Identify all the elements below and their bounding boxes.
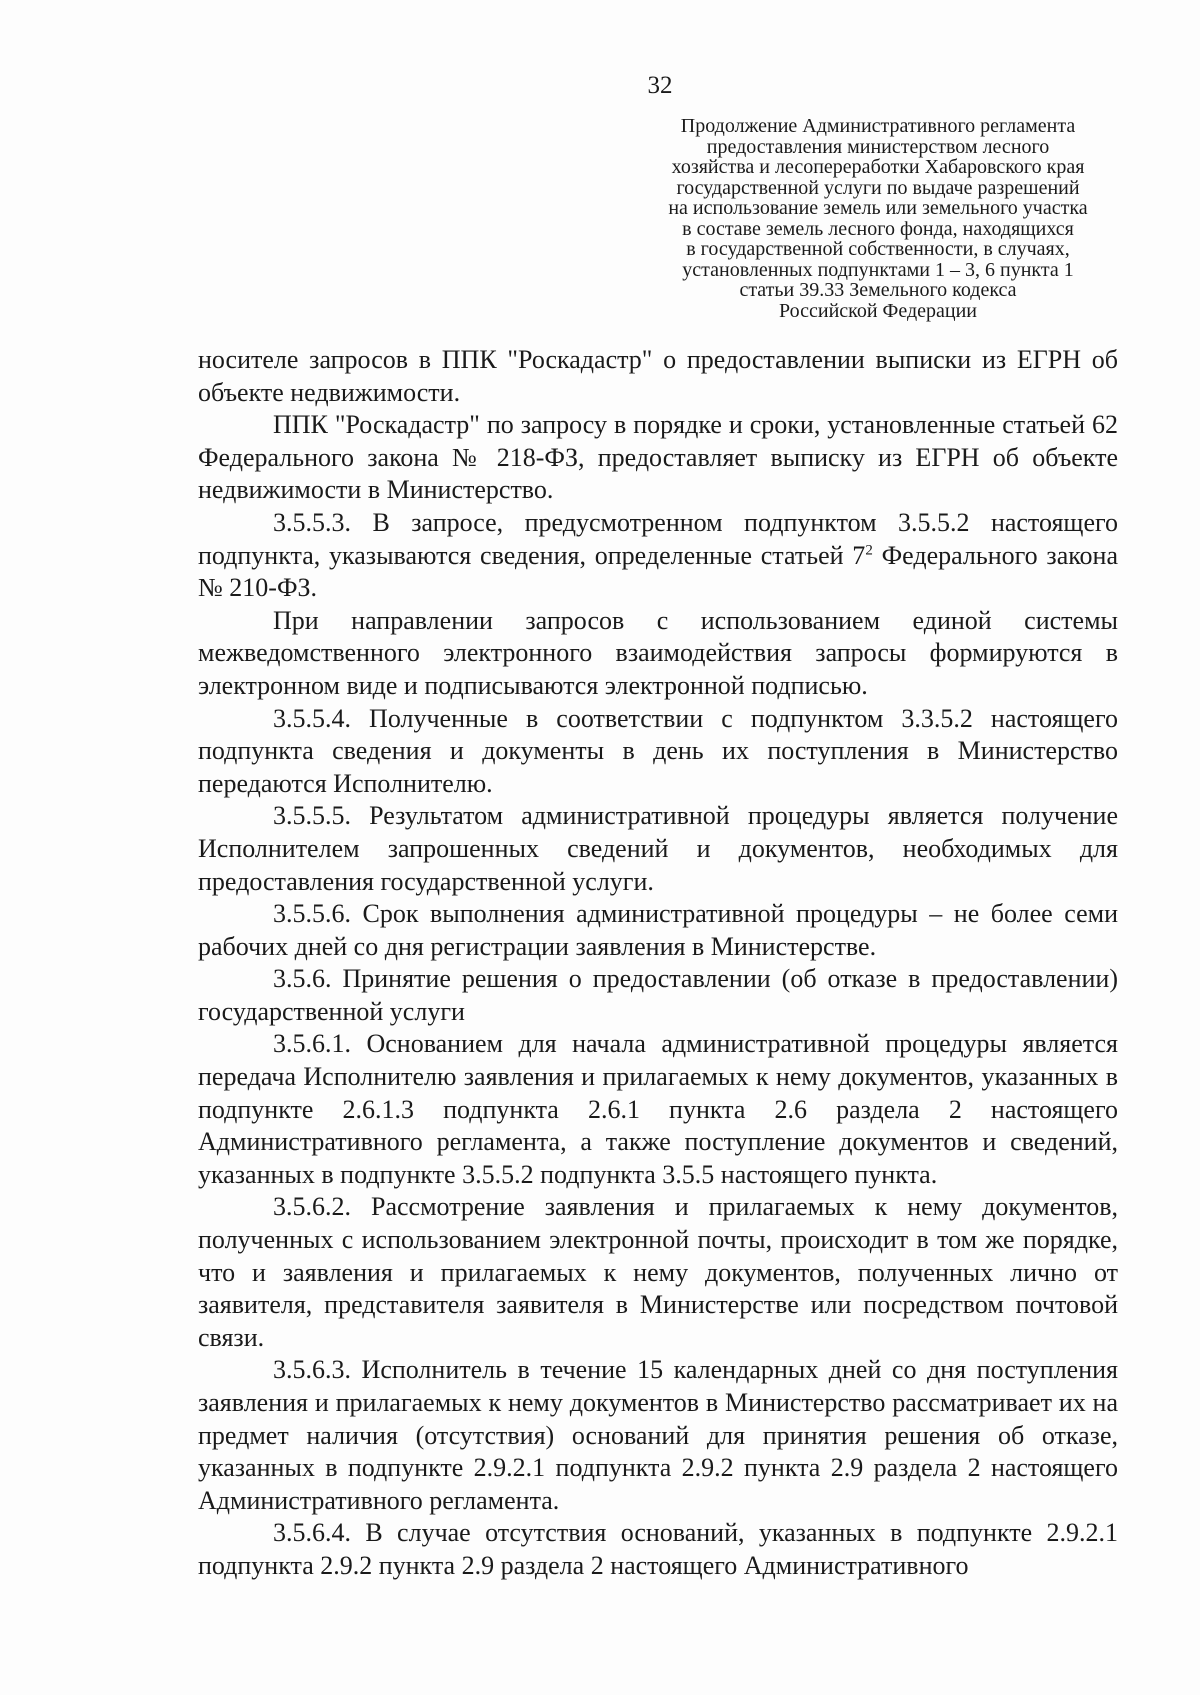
page-number: 32	[647, 72, 673, 99]
document-body	[198, 344, 1118, 1583]
paragraph: 3.5.6.1. Основанием для начала административной процедуры является передача Исполнителю заявления и прилагаемых к нему документов, указанных в подпункте 2.6.1.3 подпункта 2.6.1 пункта 2.6 раздела 2 настоящего Административного регламента, а также поступление документов и сведений, указанных в подпункте 3.5.5.2 подпункта 3.5.5 настоящего пункта.	[198, 1029, 1118, 1189]
paragraph: 3.5.6. Принятие решения о предоставлении (об отказе в предоставлении) государственной услуги	[198, 964, 1118, 1026]
paragraph-text: Федерального закона № 210-ФЗ.	[198, 540, 1118, 603]
header-line: предоставления министерством лесного	[706, 135, 1050, 158]
header-line: в государственной собственности, в случаях,	[686, 238, 1070, 260]
paragraph: При направлении запросов с использованием единой системы межведомственного электронного взаимодействия запросы формируются в электронном виде и подписываются электронной подписью.	[198, 605, 1118, 700]
header-line: на использование земель или земельного участка	[668, 197, 1088, 219]
header-line: Российской Федерации	[778, 299, 978, 322]
document-header	[628, 116, 1128, 321]
paragraph	[198, 507, 1118, 605]
paragraph: 3.5.5.5. Результатом административной процедуры является получение Исполнителем запрошенных сведений и документов, необходимых для предоставления государственной услуги.	[198, 801, 1118, 896]
paragraph: 3.5.6.2. Рассмотрение заявления и прилагаемых к нему документов, полученных с использованием электронной почты, происходит в том же порядке, что и заявления и прилагаемых к нему документов, полученных лично от заявителя, представителя заявителя в Министерстве или посредством почтовой связи.	[198, 1192, 1118, 1352]
header-line: государственной услуги по выдаче разрешений	[676, 176, 1080, 199]
paragraph: 3.5.6.4. В случае отсутствия оснований, указанных в подпункте 2.9.2.1 подпункта 2.9.2 пункта 2.9 раздела 2 настоящего Административного	[198, 1518, 1118, 1580]
superscript: 2	[865, 541, 873, 558]
header-line: установленных подпунктами 1 – 3, 6 пункта 1	[682, 258, 1074, 281]
paragraph: 3.5.6.3. Исполнитель в течение 15 календарных дней со дня поступления заявления и прилагаемых к нему документов в Министерство рассматривает их на предмет наличия (отсутствия) оснований для принятия решения об отказе, указанных в подпункте 2.9.2.1 подпункта 2.9.2 пункта 2.9 раздела 2 настоящего Административного регламента.	[198, 1355, 1118, 1515]
header-line: в составе земель лесного фонда, находящихся	[682, 217, 1074, 240]
paragraph: носителе запросов в ППК "Роскадастр" о предоставлении выписки из ЕГРН об объекте недвижимости.	[198, 345, 1118, 407]
header-line: Продолжение Административного регламента	[680, 115, 1076, 137]
paragraph-text: 3.5.5.3. В запросе, предусмотренном подпунктом 3.5.5.2 настоящего подпункта, указываются сведения, определенные статьей 7	[198, 507, 1118, 570]
paragraph: 3.5.5.6. Срок выполнения административной процедуры – не более семи рабочих дней со дня регистрации заявления в Министерстве.	[198, 899, 1118, 961]
paragraph: ППК "Роскадастр" по запросу в порядке и сроки, установленные статьей 62 Федерального закона № 218-ФЗ, предоставляет выписку из ЕГРН об объекте недвижимости в Министерство.	[198, 410, 1118, 505]
header-line: хозяйства и лесопереработки Хабаровского края	[671, 156, 1085, 178]
header-line: статьи 39.33 Земельного кодекса	[739, 279, 1017, 301]
paragraph: 3.5.5.4. Полученные в соответствии с подпунктом 3.3.5.2 настоящего подпункта сведения и документы в день их поступления в Министерство передаются Исполнителю.	[198, 703, 1118, 798]
